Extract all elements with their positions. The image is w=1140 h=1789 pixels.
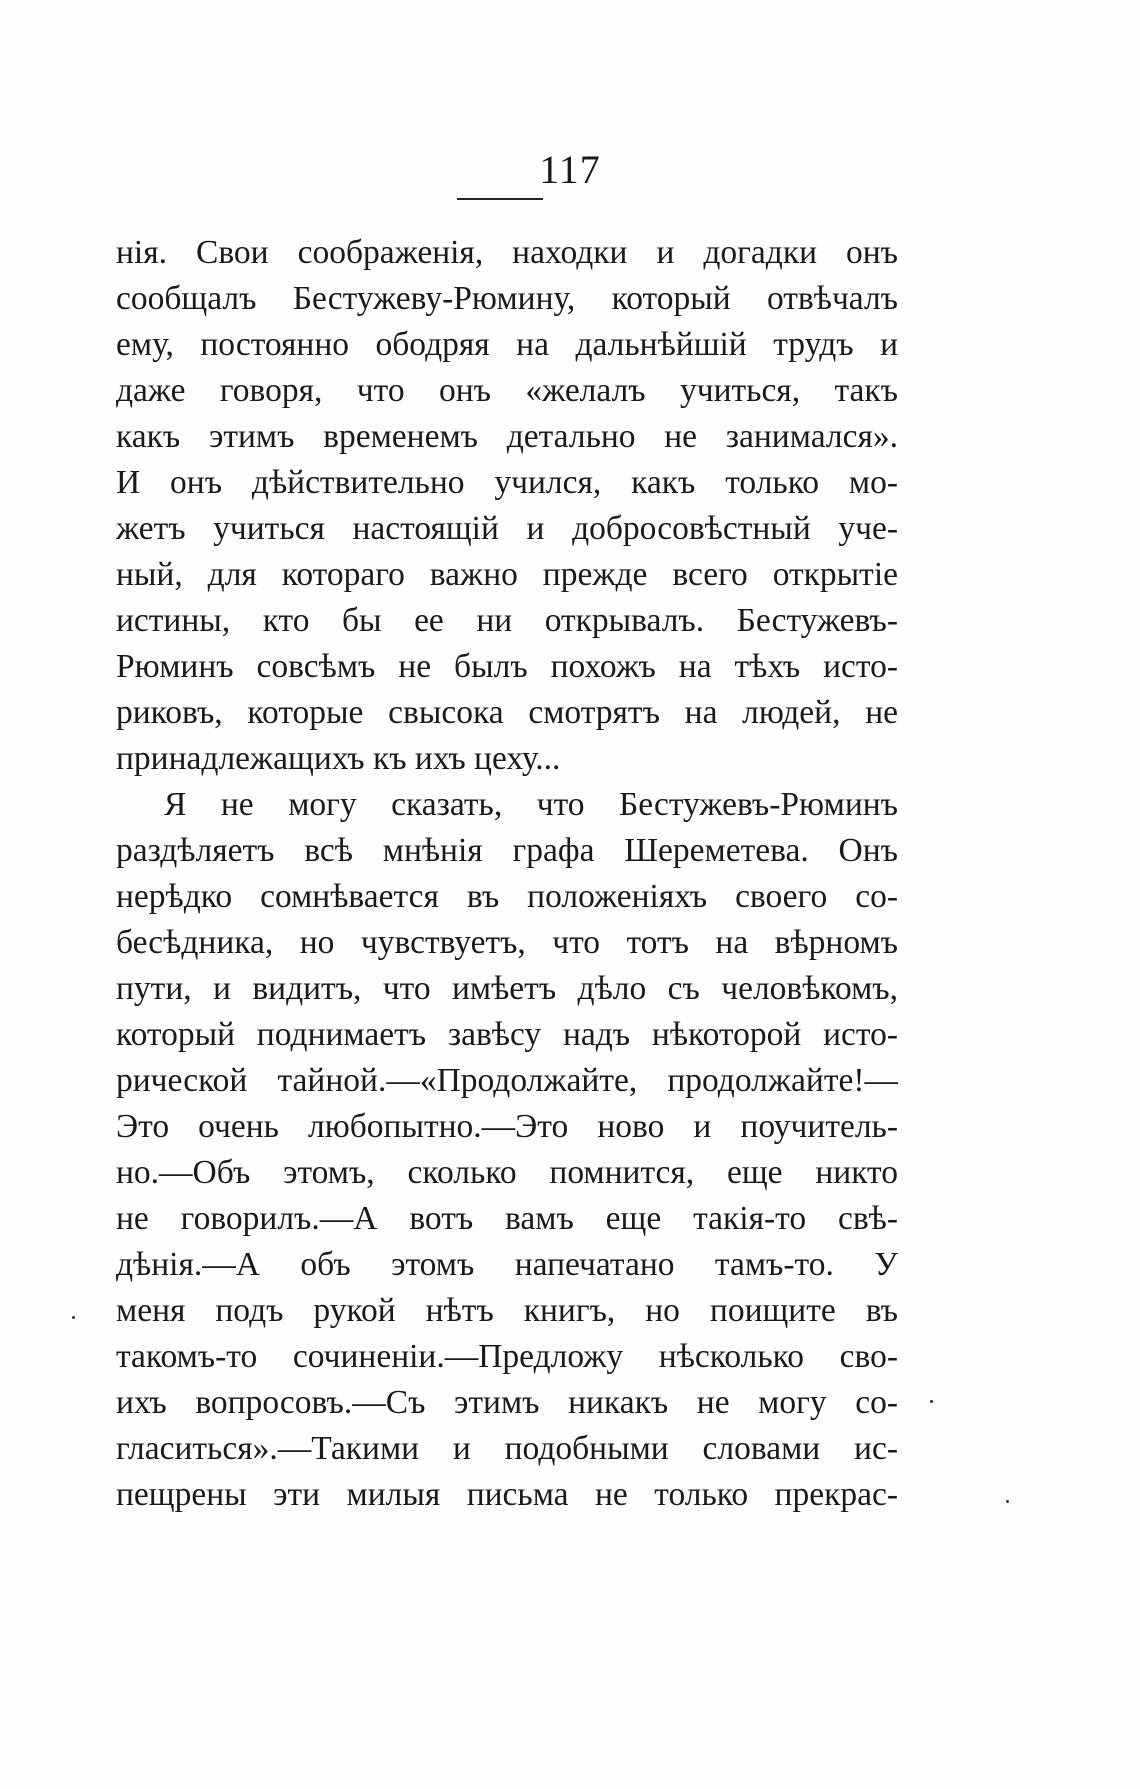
text-line: бесѣдника, но чувствуетъ, что тотъ на вѣрномъ <box>116 924 898 961</box>
header-rule <box>457 198 543 200</box>
text-line: рической тайной.—«Продолжайте, продолжайте!— <box>116 1062 898 1099</box>
paragraph-1 <box>116 230 898 782</box>
text-line: пещрены эти милыя письма не только прекрас- <box>116 1476 898 1513</box>
text-line: жетъ учиться настоящій и добросовѣстный уче- <box>116 510 898 547</box>
text-line: меня подъ рукой нѣтъ книгъ, но поищите въ <box>116 1292 898 1329</box>
text-line: ему, постоянно ободряя на дальнѣйшій трудъ и <box>116 326 898 363</box>
text-line: Я не могу сказать, что Бестужевъ-Рюминъ <box>164 786 898 823</box>
text-line: Это очень любопытно.—Это ново и поучитель- <box>116 1108 898 1145</box>
text-line: риковъ, которые свысока смотрятъ на людей, не <box>116 694 898 731</box>
text-line: какъ этимъ временемъ детально не занимался». <box>116 418 898 455</box>
text-line: нія. Свои соображенія, находки и догадки онъ <box>116 234 898 271</box>
text-line: гласиться».—Такими и подобными словами ис- <box>116 1430 898 1467</box>
body-text <box>116 230 898 1518</box>
paragraph-2 <box>116 782 898 1518</box>
text-line: ихъ вопросовъ.—Съ этимъ никакъ не могу со- <box>116 1384 898 1421</box>
text-line: но.—Объ этомъ, сколько помнится, еще никто <box>116 1154 898 1191</box>
text-line: пути, и видитъ, что имѣетъ дѣло съ человѣкомъ, <box>116 970 898 1007</box>
text-line: И онъ дѣйствительно учился, какъ только мо- <box>116 464 898 501</box>
text-line: даже говоря, что онъ «желалъ учиться, такъ <box>116 372 898 409</box>
text-line: раздѣляетъ всѣ мнѣнія графа Шереметева. Онъ <box>116 832 898 869</box>
text-line: ный, для котораго важно прежде всего открытіе <box>116 556 898 593</box>
text-line: который поднимаетъ завѣсу надъ нѣкоторой исто- <box>116 1016 898 1053</box>
text-line: Рюминъ совсѣмъ не былъ похожъ на тѣхъ исто- <box>116 648 898 685</box>
page-number: 117 <box>539 147 601 192</box>
text-line: нерѣдко сомнѣвается въ положеніяхъ своего со- <box>116 878 898 915</box>
text-line: дѣнія.—А объ этомъ напечатано тамъ-то. У <box>116 1246 898 1283</box>
text-line: истины, кто бы ее ни открывалъ. Бестужевъ- <box>116 602 898 639</box>
text-line: принадлежащихъ къ ихъ цеху... <box>116 740 561 777</box>
text-line: сообщалъ Бестужеву-Рюмину, который отвѣчалъ <box>116 280 898 317</box>
scan-speck <box>1006 1500 1009 1503</box>
text-line: такомъ-то сочиненіи.—Предложу нѣсколько сво- <box>116 1338 898 1375</box>
scan-speck <box>72 1316 75 1319</box>
scan-speck <box>930 1400 933 1403</box>
text-line: не говорилъ.—А вотъ вамъ еще такія-то свѣ- <box>116 1200 898 1237</box>
